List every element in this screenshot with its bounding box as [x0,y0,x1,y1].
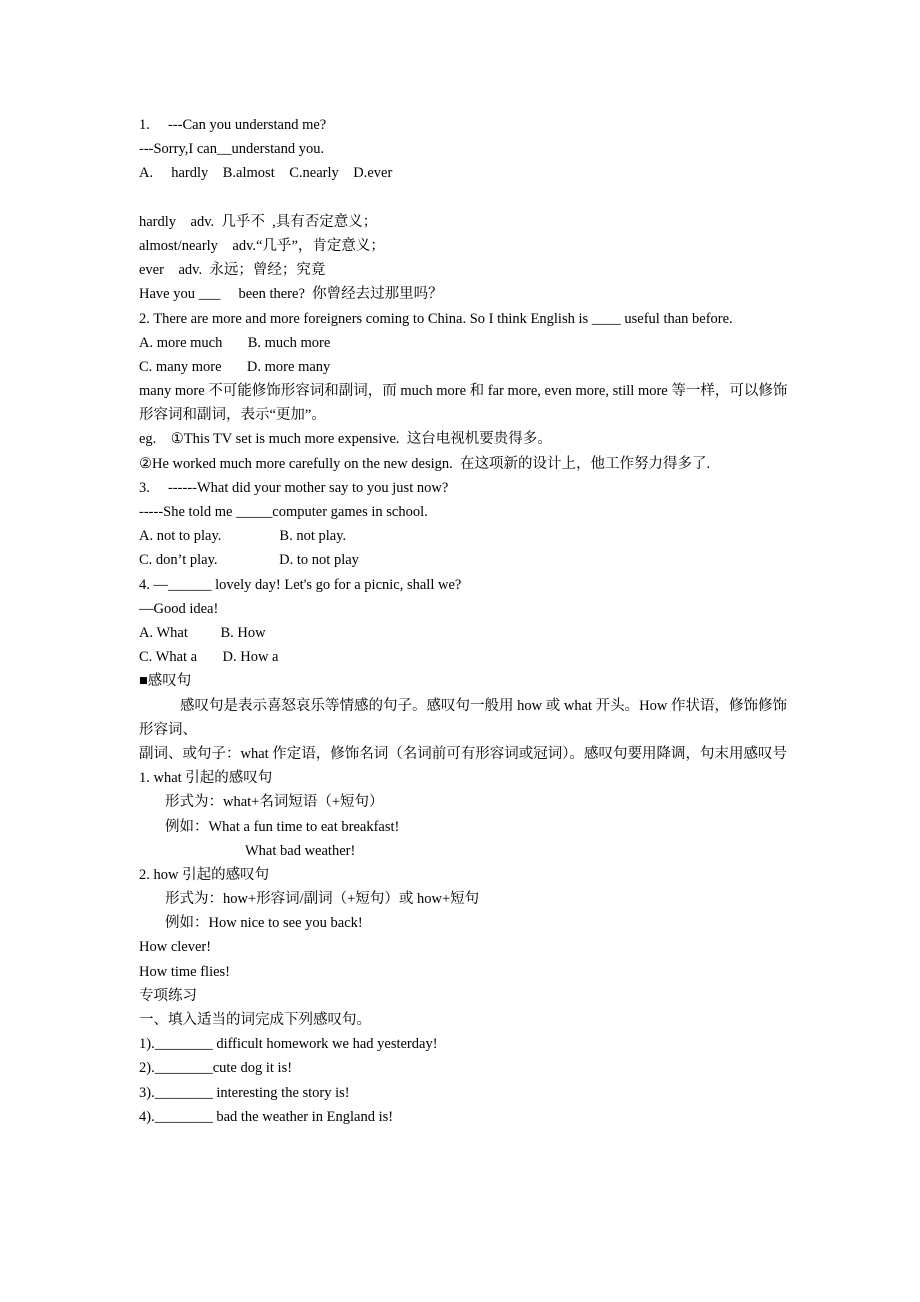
section-heading-exclamation: ■感叹句 [139,673,192,690]
what-form: 形式为：what+名词短语（+短句） [165,794,384,811]
how-example-3: How time flies! [139,963,231,980]
q2-options-ab: A. more much B. much more [139,334,331,351]
q4-response: —Good idea! [139,600,219,617]
practice-heading: 专项练习 [139,987,197,1004]
q2-options-cd: C. many more D. more many [139,358,331,375]
how-example-1: 例如：How nice to see you back! [165,915,363,932]
document-page [139,113,789,1129]
q3-question: 3. ------What did your mother say to you just now? [139,479,449,496]
practice-instruction: 一、填入适当的词完成下列感叹句。 [139,1012,371,1029]
how-form: 形式为：how+形容词/副词（+短句）或 how+短句 [165,891,480,908]
practice-item-3: 3).________ interesting the story is! [139,1084,350,1101]
note-example-have-you: Have you ___ been there? 你曾经去过那里吗？ [139,286,443,303]
example-2: ②He worked much more carefully on the new design. 在这项新的设计上，他工作努力得多了. [139,455,711,472]
note-many-more: many more 不可能修饰形容词和副词，而 much more 和 far more, even more, still more 等一样，可以修饰形容词和副词，表示“更加”。 [139,383,788,424]
q1-question: 1. ---Can you understand me? [139,117,327,133]
practice-item-4: 4).________ bad the weather in England is! [139,1108,394,1125]
q2-question: 2. There are more and more foreigners coming to China. So I think English is ____ useful than before. [139,310,733,327]
blank-line [139,186,789,210]
q3-options-cd: C. don’t play. D. to not play [139,552,359,569]
q4-question: 4. —______ lovely day! Let's go for a picnic, shall we? [139,576,462,593]
what-example-2: What bad weather! [245,842,356,859]
note-almost-nearly: almost/nearly adv.“几乎”，肯定意义； [139,237,385,254]
exclamation-definition: 感叹句是表示喜怒哀乐等情感的句子。感叹句一般用 how 或 what 开头。How 作状语，修饰修饰形容词、 [139,697,787,738]
q4-options-cd: C. What a D. How a [139,649,279,666]
how-heading: 2. how 引起的感叹句 [139,866,270,883]
what-example-1: 例如：What a fun time to eat breakfast! [165,818,400,835]
q3-options-ab: A. not to play. B. not play. [139,528,347,545]
note-hardly: hardly adv. 几乎不 ,具有否定意义； [139,213,378,230]
q1-response: ---Sorry,I can__understand you. [139,141,325,158]
example-1: eg. ①This TV set is much more expensive. 这台电视机要贵得多。 [139,431,552,448]
q4-options-ab: A. What B. How [139,624,266,641]
what-heading: 1. what 引起的感叹句 [139,770,273,787]
practice-item-2: 2).________cute dog it is! [139,1060,293,1077]
q1-options: A. hardly B.almost C.nearly D.ever [139,165,393,182]
practice-item-1: 1).________ difficult homework we had yesterday! [139,1036,438,1053]
how-example-2: How clever! [139,939,212,956]
note-ever: ever adv. 永远；曾经；究竟 [139,262,326,279]
q3-response: -----She told me _____computer games in school. [139,504,428,521]
exclamation-definition-cont: 副词、或句子：what 作定语，修饰名词（名词前可有形容词或冠词）。感叹句要用降调，句末用感叹号 [139,745,788,762]
